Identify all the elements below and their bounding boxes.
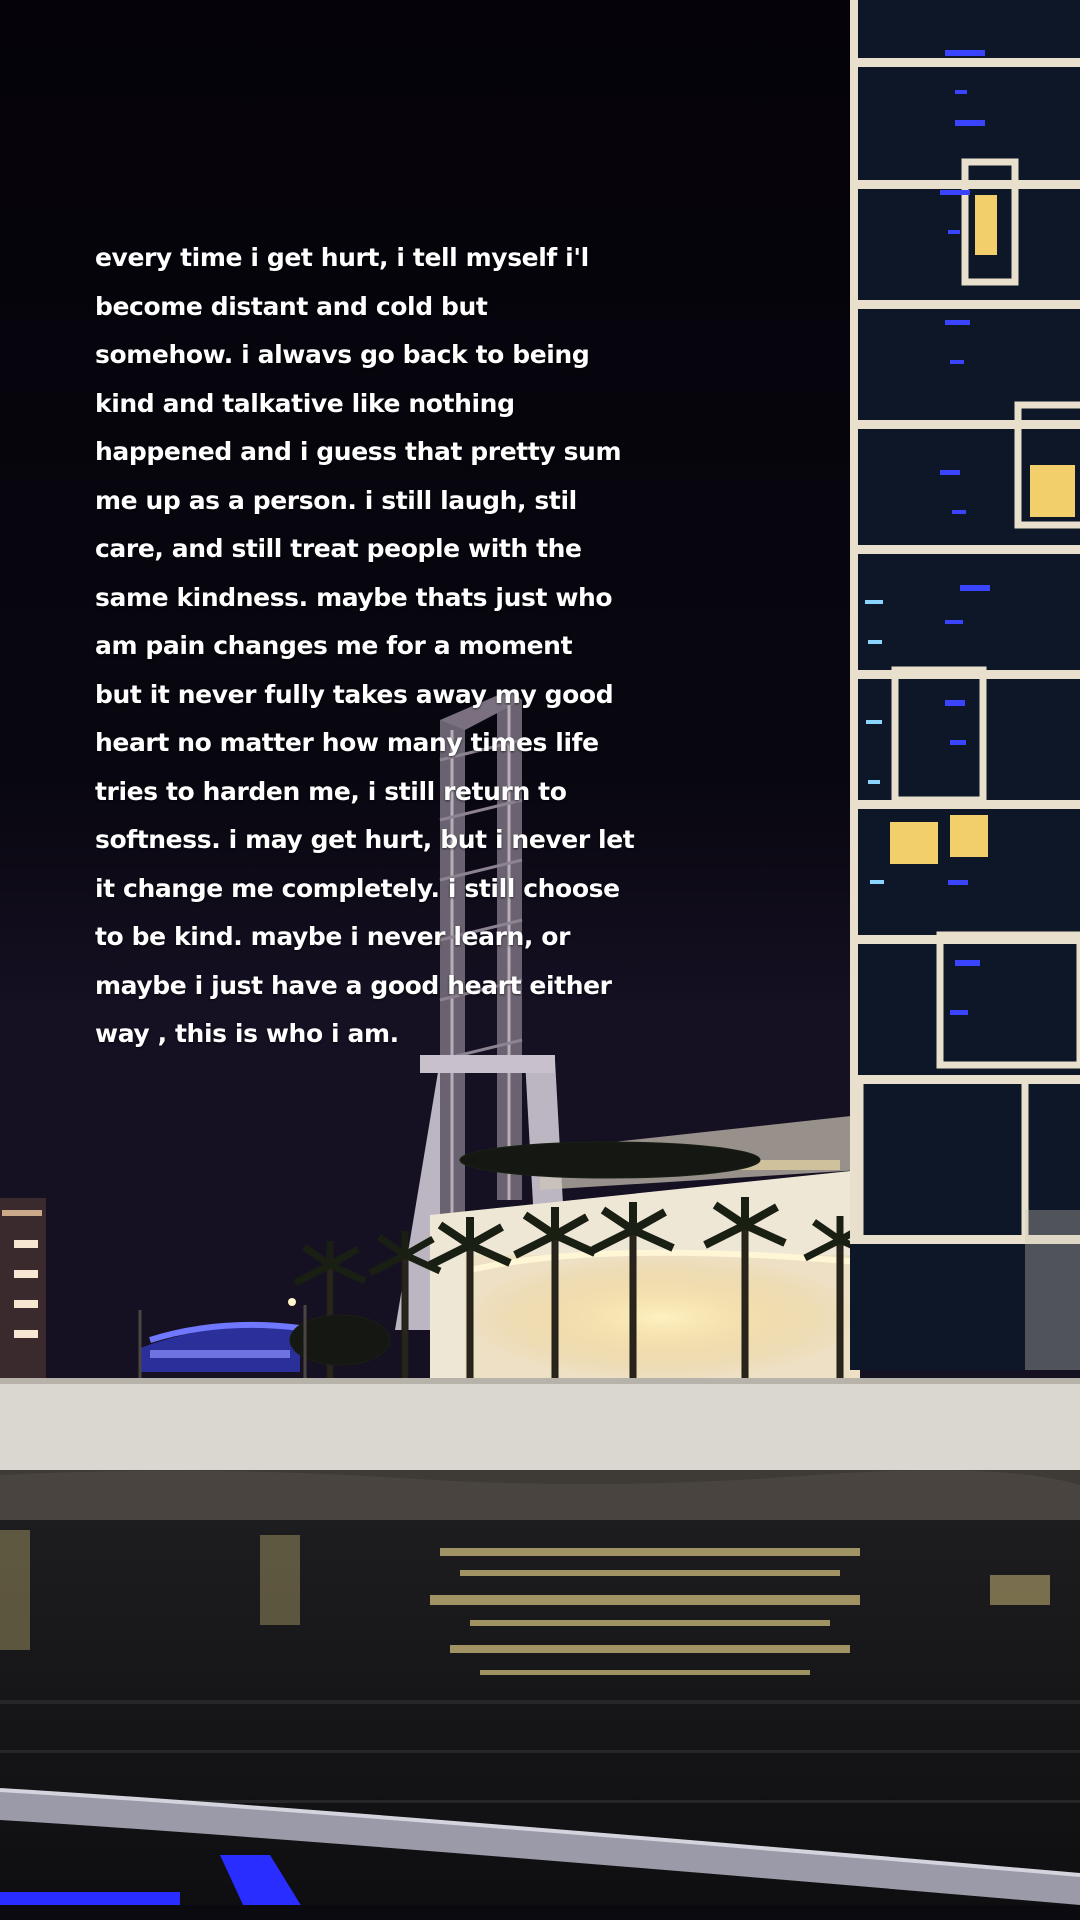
caption-line: kind and talkative like nothing [95, 388, 515, 418]
caption-line: me up as a person. i still laugh, stil [95, 485, 577, 515]
caption-line: become distant and cold but [95, 291, 488, 321]
caption-line: am pain changes me for a moment [95, 631, 573, 660]
caption-line: every time i get hurt, i tell myself i'l [95, 243, 589, 272]
caption-line: way , this is who i am. [95, 1019, 399, 1048]
caption-line: it change me completely. i still choose [95, 873, 620, 903]
caption-line: to be kind. maybe i never learn, or [95, 922, 571, 951]
caption-line: but it never fully takes away my good [95, 679, 614, 709]
glass-tower [850, 0, 1080, 1370]
caption-line: same kindness. maybe thats just who [95, 582, 613, 612]
caption-line: tries to harden me, i still return to [95, 776, 567, 806]
caption-line: maybe i just have a good heart either [95, 970, 612, 1000]
caption-line: somehow. i alwavs go back to being [95, 340, 590, 369]
caption-line: care, and still treat people with the [95, 534, 582, 563]
caption-line: softness. i may get hurt, but i never let [95, 825, 635, 854]
caption-text [95, 234, 635, 1059]
caption-line: happened and i guess that pretty sum [95, 437, 622, 466]
left-building [0, 1198, 50, 1405]
caption-line: heart no matter how many times life [95, 728, 599, 757]
